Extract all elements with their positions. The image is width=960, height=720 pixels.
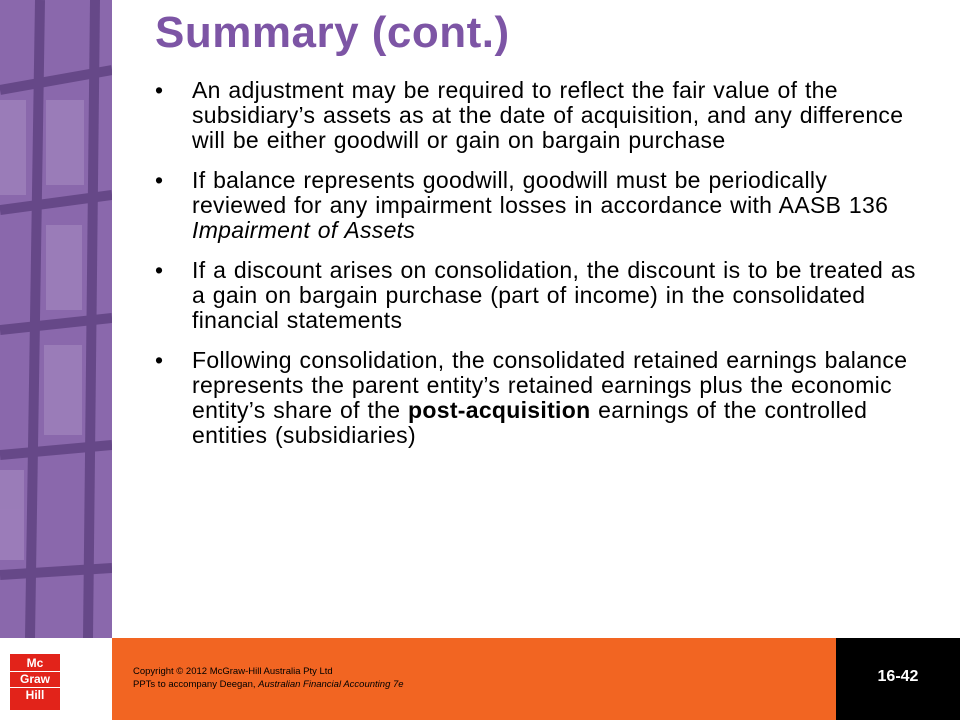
ppt-credit-prefix: PPTs to accompany Deegan, xyxy=(133,679,259,690)
bullet-text: If balance represents goodwill, goodwill must be periodically reviewed for any impairment losses in accordance with AASB 136 xyxy=(192,167,889,218)
bullet-text-after: earnings of the controlled entities (subsidiaries) xyxy=(192,397,868,448)
bullet-text-italic: Impairment of Assets xyxy=(192,217,416,243)
bullet-text-bold: post-acquisition xyxy=(408,397,591,423)
bullet-item xyxy=(155,78,925,153)
side-photo-strip xyxy=(0,0,112,638)
ppt-credit-book: Australian Financial Accounting 7e xyxy=(258,679,404,690)
bullet-glyph: • xyxy=(155,167,164,193)
ppt-credit-line xyxy=(133,678,404,691)
footer-bar xyxy=(0,638,960,720)
bullet-text: Following consolidation, the consolidated retained earnings balance represents the parent entity’s retained earnings plus the economic entity’s share of the xyxy=(192,347,908,423)
bullet-glyph: • xyxy=(155,77,164,103)
bullet-glyph: • xyxy=(155,347,164,373)
bullet-text: If a discount arises on consolidation, the discount is to be treated as a gain on bargain purchase (part of income) in the consolidated financial statements xyxy=(192,257,916,333)
copyright-text xyxy=(133,665,404,691)
bullet-item xyxy=(155,348,925,448)
footer-logo-zone xyxy=(0,638,112,720)
logo-line: Mc xyxy=(10,656,60,672)
slide-title: Summary (cont.) xyxy=(155,8,510,57)
copyright-line: Copyright © 2012 McGraw-Hill Australia Pty Ltd xyxy=(133,666,333,677)
grid-photo-graphic xyxy=(0,0,112,638)
mcgraw-hill-logo xyxy=(10,654,60,710)
bullet-glyph: • xyxy=(155,257,164,283)
bullet-list xyxy=(155,78,925,463)
logo-line: Hill xyxy=(25,688,45,702)
slide-number: 16-42 xyxy=(877,668,919,685)
bullet-text: An adjustment may be required to reflect the fair value of the subsidiary’s assets as at the date of acquisition, and any difference will be either goodwill or gain on bargain purchase xyxy=(192,77,904,153)
bullet-item xyxy=(155,258,925,333)
bullet-item xyxy=(155,168,925,243)
logo-line: Graw xyxy=(10,672,60,688)
